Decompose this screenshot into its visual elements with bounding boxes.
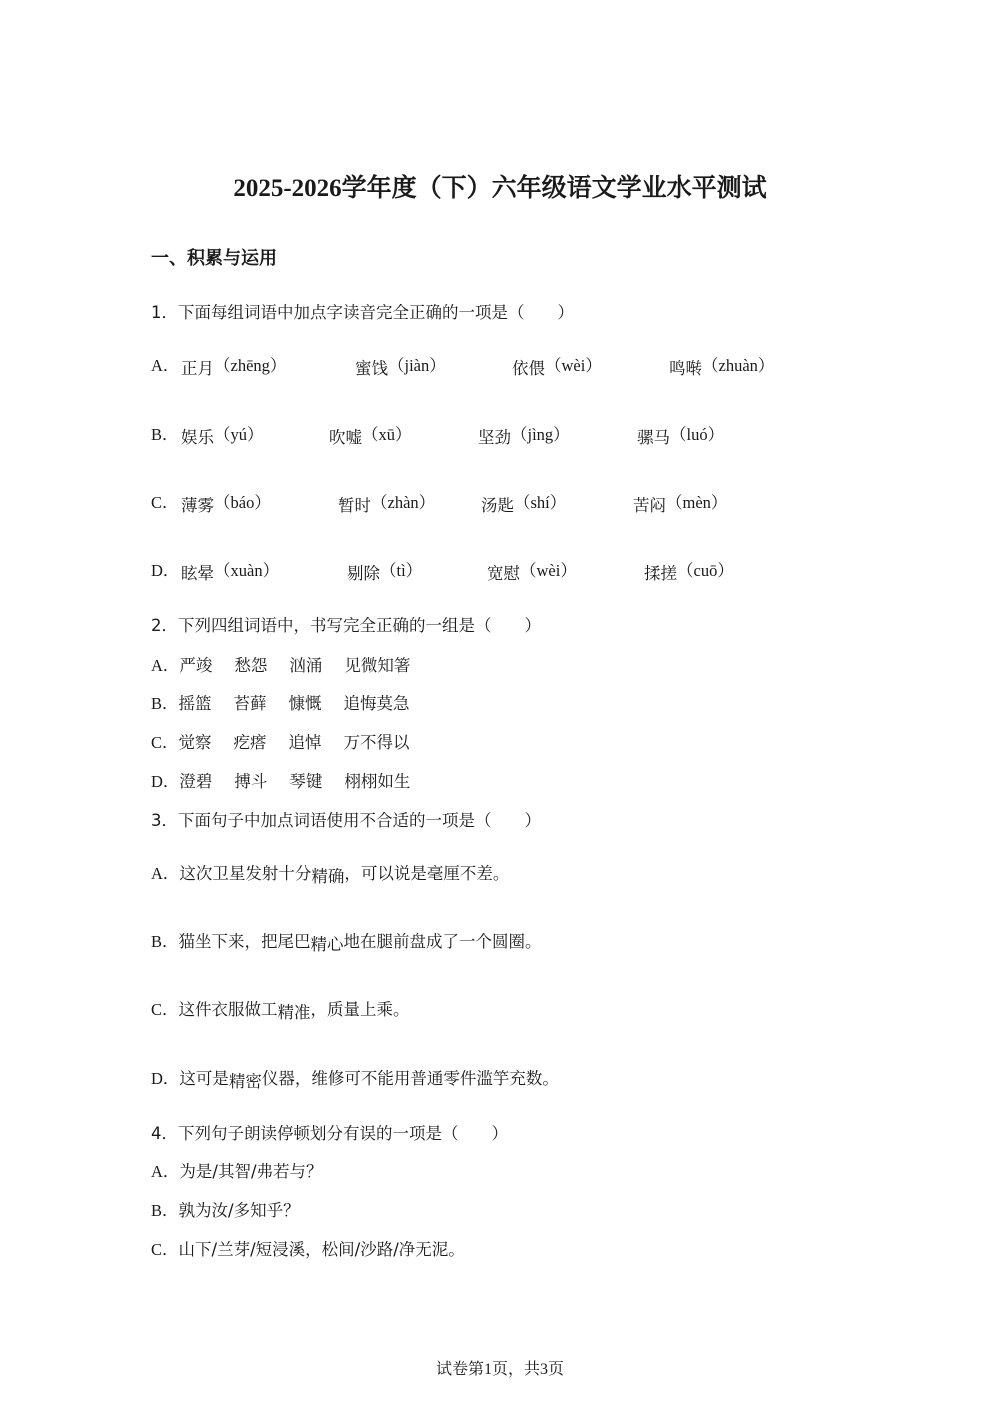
- question-2-option-a: A．严竣 愁怨 汹涌 见微知箸: [151, 656, 411, 675]
- question-2-option-b: B．摇篮 苔藓 慷慨 追悔莫急: [151, 694, 410, 713]
- question-4-option-c: C．山下/兰芽/短浸溪，松间/沙路/净无泥。: [151, 1240, 465, 1259]
- question-3-option-a: A．这次卫星发射十分精确，可以说是毫厘不差。: [151, 864, 510, 886]
- option-item: 宽慰（wèi）: [487, 561, 577, 583]
- option-item: 暂时（zhàn）: [338, 493, 436, 515]
- question-3-option-d: D．这可是精密仪器，维修可不能用普通零件滥竽充数。: [151, 1069, 559, 1091]
- option-item: 汤匙（shí）: [481, 493, 567, 515]
- question-3-stem: 3．下面句子中加点词语使用不合适的一项是（ ）: [151, 811, 541, 830]
- option-item: 眩晕（xuàn）: [181, 561, 280, 583]
- question-4-option-b: B．孰为汝/多知乎？: [151, 1201, 300, 1220]
- option-item: 鸣啭（zhuàn）: [669, 356, 775, 378]
- question-1-stem: 1．下面每组词语中加点字读音完全正确的一项是（ ）: [151, 303, 574, 322]
- option-item: 依偎（wèi）: [512, 356, 602, 378]
- question-2-option-c: C．觉察 疙瘩 追悼 万不得以: [151, 733, 410, 752]
- option-item: 薄雾（báo）: [181, 493, 271, 515]
- question-2-option-d: D．澄碧 搏斗 琴键 栩栩如生: [151, 772, 411, 791]
- question-3-option-b: B．猫坐下来，把尾巴精心地在腿前盘成了一个圆圈。: [151, 932, 542, 954]
- question-4-option-a: A．为是/其智/弗若与？: [151, 1162, 323, 1181]
- page-footer: 试卷第1页，共3页: [435, 1359, 565, 1378]
- option-item: 揉搓（cuō）: [644, 561, 734, 583]
- option-item: 蜜饯（jiàn）: [355, 356, 446, 378]
- option-item: 苦闷（mèn）: [633, 493, 728, 515]
- option-item: 娱乐（yú）: [181, 425, 264, 447]
- question-4-stem: 4．下列句子朗读停顿划分有误的一项是（ ）: [151, 1124, 508, 1143]
- question-2-stem: 2．下列四组词语中，书写完全正确的一组是（ ）: [151, 616, 541, 635]
- question-3-option-c: C．这件衣服做工精准，质量上乘。: [151, 1000, 410, 1022]
- option-item: 骡马（luó）: [637, 425, 725, 447]
- option-item: 坚劲（jìng）: [478, 425, 570, 447]
- section-heading: 一、积累与运用: [151, 248, 277, 269]
- option-item: 剔除（tì）: [347, 561, 423, 583]
- option-item: 吹嘘（xū）: [329, 425, 412, 447]
- page-title: 2025-2026学年度（下）六年级语文学业水平测试: [233, 175, 767, 202]
- option-item: 正月（zhēng）: [181, 356, 287, 378]
